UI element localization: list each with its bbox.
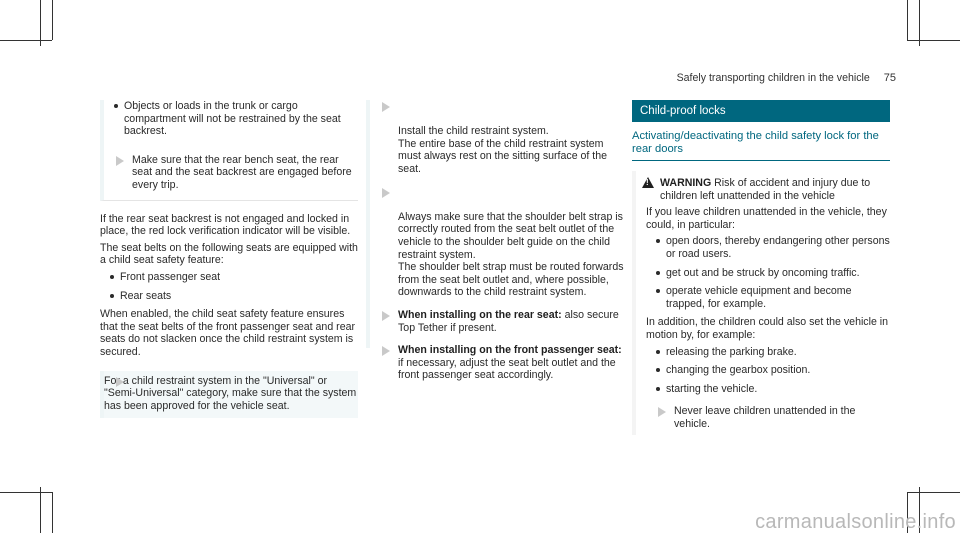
crop-mark: [907, 0, 908, 40]
crop-mark: [0, 492, 52, 493]
step-arrow-icon: [116, 156, 124, 166]
step-arrow-icon: [382, 188, 390, 198]
running-title: Safely transporting children in the vehicle: [676, 72, 870, 84]
column-1: [100, 100, 358, 428]
instruction-step: When installing on the front passenger seat: if necessary, adjust the seat belt outlet and the front passenger seat accordingly.: [370, 344, 628, 382]
paragraph: If the rear seat backrest is not engaged and locked in place, the red lock verification indicator will be visible.: [100, 212, 351, 238]
warning-title: ! WARNING Risk of accident and injury due to children left unattended in the vehicle: [636, 177, 890, 202]
list-item: operate vehicle equipment and become trapped, for example.: [646, 285, 890, 310]
instruction-step: Make sure that the rear bench seat, the rear seat and the seat backrest are engaged before every trip.: [104, 154, 358, 192]
instruction-step: For a child restraint system in the "Universal" or "Semi-Universal" category, make sure that the system has been approved for the vehicle seat.: [100, 371, 358, 419]
column-2: [366, 100, 628, 382]
list-item: changing the gearbox position.: [646, 364, 890, 377]
step-arrow-icon: [382, 346, 390, 356]
instruction-step: Never leave children unattended in the vehicle.: [646, 405, 890, 430]
crop-mark: [907, 492, 960, 493]
column-3: [632, 100, 890, 435]
instruction-step: Always make sure that the shoulder belt strap is correctly routed from the seat belt outlet of the vehicle to the shoulder belt guide on the child restraint system. The shoulder belt strap must be routed forwards from the seat belt outlet and, where possible, downwards to the child restraint system.: [370, 186, 628, 299]
crop-mark: [52, 0, 53, 40]
note-panel: [100, 100, 358, 201]
warning-triangle-icon: !: [642, 177, 654, 188]
step-arrow-icon: [382, 102, 390, 112]
crop-mark: [907, 40, 960, 41]
warning-box: [632, 171, 890, 435]
paragraph: The seat belts on the following seats are equipped with a child seat safety feature:: [100, 241, 358, 267]
step-arrow-icon: [116, 377, 124, 387]
section-heading: Child-proof locks: [632, 100, 890, 122]
crop-mark: [52, 492, 53, 533]
list-item: get out and be struck by oncoming traffic.: [646, 267, 890, 280]
paragraph: If you leave children unattended in the vehicle, they could, in particular:: [646, 206, 887, 231]
page-number: 75: [883, 72, 896, 84]
list-item: Front passenger seat: [100, 271, 358, 284]
list-item: releasing the parking brake.: [646, 346, 890, 359]
step-arrow-icon: [382, 311, 390, 321]
instruction-step: Install the child restraint system. The entire base of the child restraint system must always rest on the sitting surface of the seat.: [370, 100, 628, 176]
watermark: carmanualsonline.info: [755, 511, 956, 533]
list-item: open doors, thereby endangering other persons or road users.: [646, 235, 890, 260]
step-arrow-icon: [658, 407, 666, 417]
list-item: Rear seats: [100, 290, 358, 303]
paragraph: When enabled, the child seat safety feature ensures that the seat belts of the front passenger seat and rear seats do not slacken once the child restraint system is secured.: [100, 308, 356, 358]
crop-mark: [40, 487, 41, 533]
paragraph: In addition, the children could also set the vehicle in motion by, for example:: [646, 316, 889, 341]
instruction-step: When installing on the rear seat: also secure Top Tether if present.: [370, 309, 628, 334]
page-header: [677, 72, 896, 85]
list-item: Objects or loads in the trunk or cargo compartment will not be restrained by the seat backrest.: [104, 100, 358, 138]
subsection-heading: Activating/deactivating the child safety lock for the rear doors: [632, 130, 890, 161]
list-item: starting the vehicle.: [646, 383, 890, 396]
crop-mark: [0, 40, 52, 41]
